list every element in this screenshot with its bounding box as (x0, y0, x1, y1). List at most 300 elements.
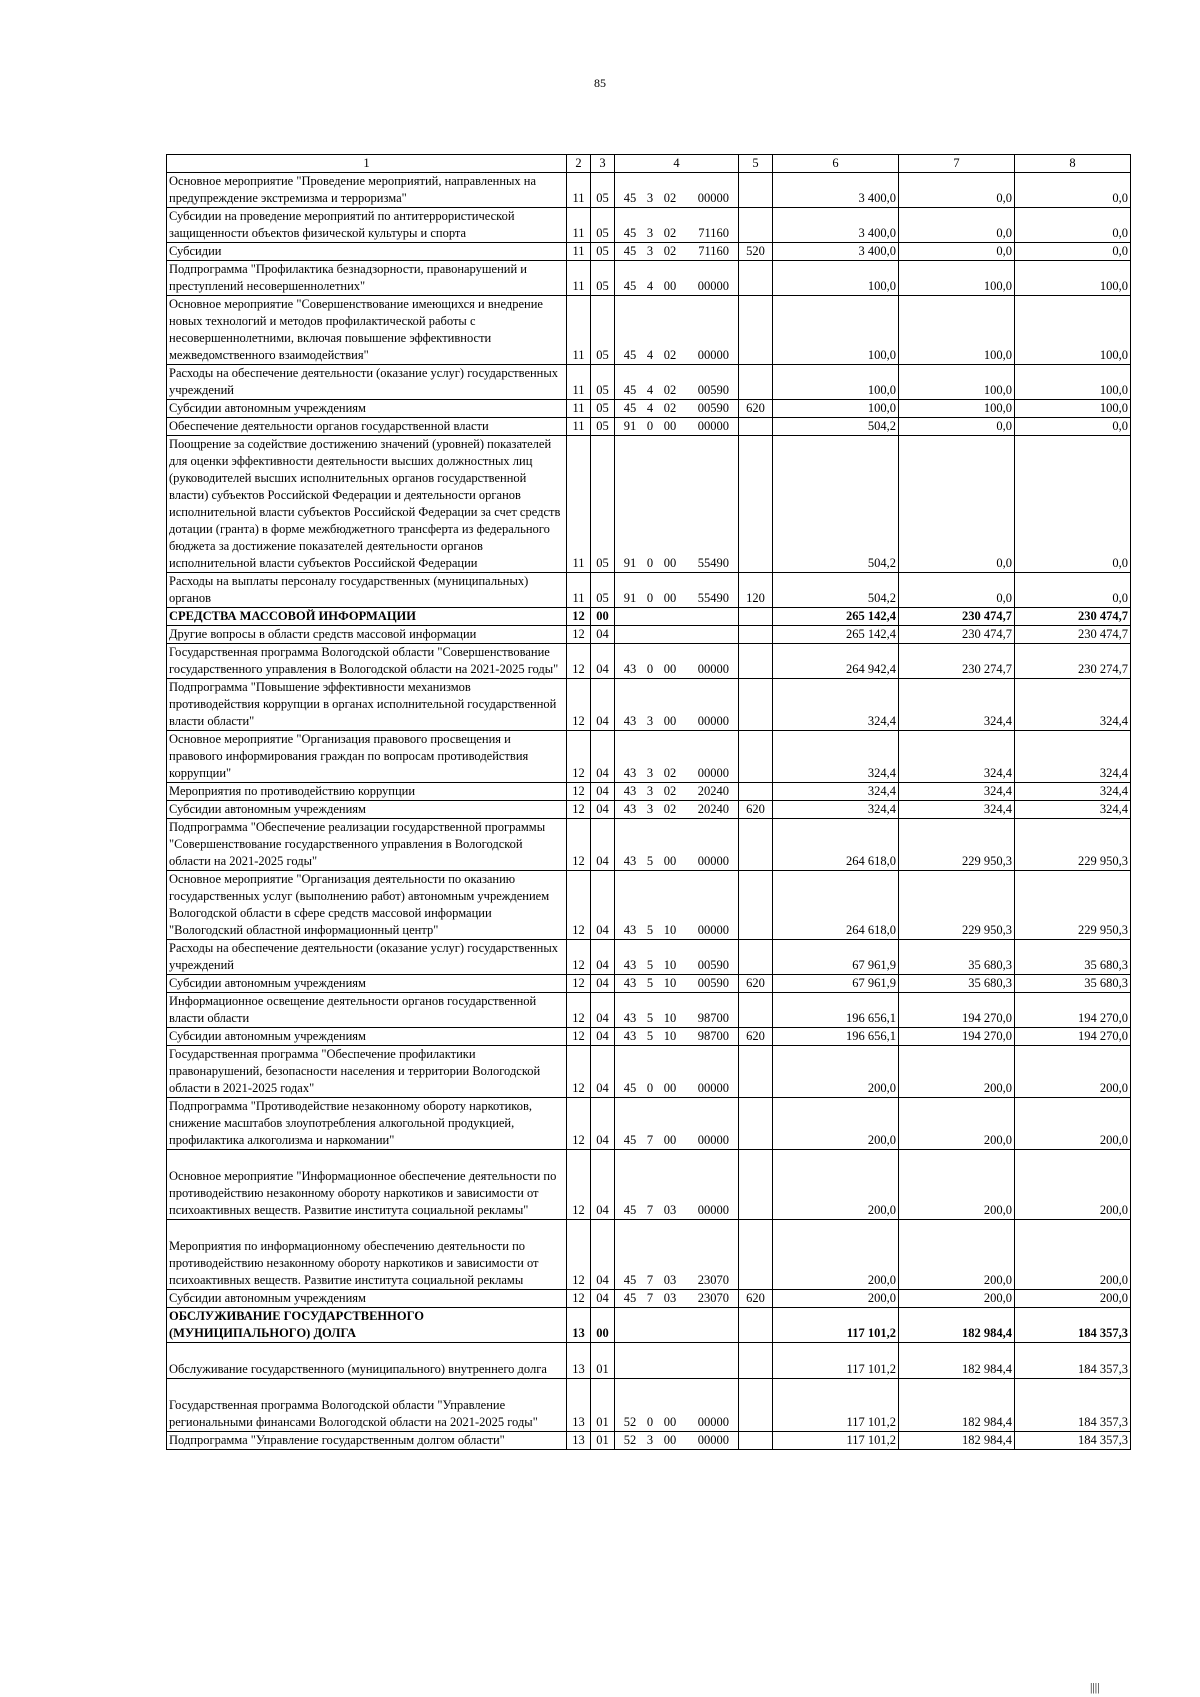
code-part-k2: 0 (646, 1081, 654, 1095)
row-value-7: 230 474,7 (899, 608, 1015, 626)
row-section: 12 (567, 1046, 591, 1098)
row-value-7: 182 984,4 (899, 1308, 1015, 1343)
row-value-8: 184 357,3 (1015, 1308, 1131, 1343)
row-expense-type (739, 1098, 773, 1150)
row-value-7: 0,0 (899, 418, 1015, 436)
code-part-k2: 5 (646, 854, 654, 868)
code-part-k2: 5 (646, 1029, 654, 1043)
table-row (167, 261, 1131, 296)
row-expense-type (739, 940, 773, 975)
row-target-code (615, 1046, 739, 1098)
row-target-code (615, 1098, 739, 1150)
table-row (167, 940, 1131, 975)
table-row (167, 1379, 1131, 1432)
row-section: 11 (567, 173, 591, 208)
code-part-k3: 00 (663, 279, 677, 293)
row-section: 12 (567, 975, 591, 993)
row-value-6: 100,0 (773, 296, 899, 365)
row-name: Расходы на обеспечение деятельности (оказание услуг) государственных учреждений (167, 940, 567, 975)
row-value-6: 264 618,0 (773, 819, 899, 871)
code-part-k1: 43 (623, 714, 637, 728)
row-value-6: 200,0 (773, 1046, 899, 1098)
row-value-7: 35 680,3 (899, 975, 1015, 993)
row-value-7: 200,0 (899, 1150, 1015, 1220)
row-target-code (615, 1028, 739, 1046)
row-expense-type (739, 1379, 773, 1432)
code-part-k4: 00000 (697, 662, 729, 676)
table-row (167, 731, 1131, 783)
code-part-k4: 00000 (697, 191, 729, 205)
code-part-k4: 00000 (697, 766, 729, 780)
row-value-6: 3 400,0 (773, 208, 899, 243)
row-expense-type (739, 819, 773, 871)
row-value-7: 100,0 (899, 365, 1015, 400)
row-subsection: 01 (591, 1432, 615, 1450)
row-section: 12 (567, 1028, 591, 1046)
code-part-k1: 52 (623, 1415, 637, 1429)
row-section: 12 (567, 1150, 591, 1220)
table-row (167, 208, 1131, 243)
row-target-code (615, 573, 739, 608)
code-part-k3: 02 (663, 766, 677, 780)
row-value-7: 182 984,4 (899, 1432, 1015, 1450)
row-value-8: 184 357,3 (1015, 1343, 1131, 1379)
row-target-code (615, 173, 739, 208)
row-target-code (615, 1343, 739, 1379)
table-row (167, 1098, 1131, 1150)
code-part-k3: 00 (663, 1081, 677, 1095)
row-section: 13 (567, 1379, 591, 1432)
code-part-k3: 10 (663, 1011, 677, 1025)
row-value-8: 229 950,3 (1015, 871, 1131, 940)
code-part-k4: 00000 (697, 1433, 729, 1447)
row-name: СРЕДСТВА МАССОВОЙ ИНФОРМАЦИИ (167, 608, 567, 626)
row-value-8: 184 357,3 (1015, 1432, 1131, 1450)
code-part-k2: 0 (646, 1415, 654, 1429)
code-part-k1: 91 (623, 419, 637, 433)
code-part-k1: 43 (623, 976, 637, 990)
code-part-k2: 3 (646, 714, 654, 728)
row-value-7: 100,0 (899, 400, 1015, 418)
code-part-k1: 45 (623, 1203, 637, 1217)
row-target-code (615, 1150, 739, 1220)
row-value-6: 264 618,0 (773, 871, 899, 940)
row-section: 13 (567, 1308, 591, 1343)
row-value-6: 100,0 (773, 400, 899, 418)
row-value-8: 0,0 (1015, 173, 1131, 208)
code-part-k2: 4 (646, 383, 654, 397)
row-value-7: 200,0 (899, 1290, 1015, 1308)
table-row (167, 1308, 1131, 1343)
row-target-code (615, 975, 739, 993)
row-expense-type (739, 783, 773, 801)
code-part-k4: 00000 (697, 1133, 729, 1147)
row-subsection: 04 (591, 819, 615, 871)
row-section: 13 (567, 1432, 591, 1450)
row-name: Мероприятия по противодействию коррупции (167, 783, 567, 801)
row-value-6: 200,0 (773, 1290, 899, 1308)
row-subsection: 05 (591, 173, 615, 208)
row-name: Подпрограмма "Повышение эффективности механизмов противодействия коррупции в органах исполнительной государственной власти области" (167, 679, 567, 731)
row-subsection: 04 (591, 975, 615, 993)
table-row (167, 679, 1131, 731)
row-target-code (615, 940, 739, 975)
row-value-7: 0,0 (899, 173, 1015, 208)
row-value-8: 35 680,3 (1015, 975, 1131, 993)
row-value-8: 230 274,7 (1015, 644, 1131, 679)
row-name: Подпрограмма "Управление государственным долгом области" (167, 1432, 567, 1450)
row-section: 12 (567, 993, 591, 1028)
row-value-8: 0,0 (1015, 573, 1131, 608)
code-part-k4: 00000 (697, 854, 729, 868)
code-part-k2: 3 (646, 766, 654, 780)
row-subsection: 05 (591, 418, 615, 436)
code-part-k2: 4 (646, 401, 654, 415)
row-expense-type (739, 626, 773, 644)
table-row (167, 1290, 1131, 1308)
row-name: Субсидии автономным учреждениям (167, 400, 567, 418)
row-section: 12 (567, 801, 591, 819)
row-expense-type (739, 173, 773, 208)
code-part-k1: 43 (623, 923, 637, 937)
header-col-2: 2 (567, 155, 591, 173)
header-col-4: 4 (615, 155, 739, 173)
code-part-k2: 3 (646, 1433, 654, 1447)
code-part-k2: 3 (646, 244, 654, 258)
code-part-k2: 4 (646, 348, 654, 362)
row-subsection: 04 (591, 1098, 615, 1150)
row-value-8: 0,0 (1015, 243, 1131, 261)
row-name: Поощрение за содействие достижению значений (уровней) показателей для оценки эффективности деятельности высших должностных лиц (руководителей высших исполнительных органов государственной власти) субъектов Российской Федерации и деятельности органов исполнительной власти субъектов Российской Федерации за счет средств дотации (гранта) в форме межбюджетного трансферта из федерального бюджета за достижение показателей деятельности органов исполнительной власти субъектов Российской Федерации (167, 436, 567, 573)
row-expense-type (739, 296, 773, 365)
row-value-8: 100,0 (1015, 261, 1131, 296)
code-part-k1: 43 (623, 662, 637, 676)
code-part-k3: 00 (663, 854, 677, 868)
code-part-k1: 45 (623, 1273, 637, 1287)
row-value-7: 324,4 (899, 679, 1015, 731)
row-target-code (615, 1432, 739, 1450)
row-subsection: 04 (591, 1220, 615, 1290)
row-subsection: 05 (591, 365, 615, 400)
code-part-k3: 00 (663, 556, 677, 570)
header-col-7: 7 (899, 155, 1015, 173)
code-part-k3: 02 (663, 226, 677, 240)
row-value-8: 230 474,7 (1015, 626, 1131, 644)
row-expense-type (739, 1432, 773, 1450)
code-part-k1: 43 (623, 766, 637, 780)
row-section: 12 (567, 644, 591, 679)
row-value-6: 67 961,9 (773, 975, 899, 993)
row-value-6: 265 142,4 (773, 608, 899, 626)
row-subsection: 05 (591, 573, 615, 608)
code-part-k4: 00000 (697, 279, 729, 293)
row-value-7: 324,4 (899, 783, 1015, 801)
row-value-6: 117 101,2 (773, 1308, 899, 1343)
row-subsection: 04 (591, 801, 615, 819)
code-part-k3: 02 (663, 191, 677, 205)
row-value-7: 194 270,0 (899, 993, 1015, 1028)
row-subsection: 04 (591, 1290, 615, 1308)
row-value-6: 324,4 (773, 783, 899, 801)
row-section: 12 (567, 783, 591, 801)
row-target-code (615, 993, 739, 1028)
row-subsection: 01 (591, 1379, 615, 1432)
row-name: Субсидии автономным учреждениям (167, 1290, 567, 1308)
row-value-7: 324,4 (899, 731, 1015, 783)
table-row (167, 626, 1131, 644)
row-subsection: 05 (591, 261, 615, 296)
table-row (167, 644, 1131, 679)
row-target-code (615, 1379, 739, 1432)
row-subsection: 04 (591, 1046, 615, 1098)
row-value-7: 324,4 (899, 801, 1015, 819)
row-value-6: 324,4 (773, 731, 899, 783)
row-value-7: 229 950,3 (899, 819, 1015, 871)
code-part-k3: 00 (663, 419, 677, 433)
table-row (167, 296, 1131, 365)
row-value-6: 264 942,4 (773, 644, 899, 679)
row-section: 12 (567, 940, 591, 975)
code-part-k4: 00000 (697, 923, 729, 937)
row-value-8: 230 474,7 (1015, 608, 1131, 626)
row-section: 11 (567, 208, 591, 243)
row-value-8: 200,0 (1015, 1046, 1131, 1098)
row-expense-type (739, 608, 773, 626)
code-part-k3: 10 (663, 958, 677, 972)
code-part-k3: 02 (663, 802, 677, 816)
row-value-6: 117 101,2 (773, 1432, 899, 1450)
code-part-k2: 7 (646, 1203, 654, 1217)
row-target-code (615, 819, 739, 871)
row-value-7: 194 270,0 (899, 1028, 1015, 1046)
row-section: 11 (567, 243, 591, 261)
row-expense-type: 520 (739, 243, 773, 261)
code-part-k1: 91 (623, 591, 637, 605)
row-target-code (615, 644, 739, 679)
header-col-1: 1 (167, 155, 567, 173)
row-target-code (615, 679, 739, 731)
row-name: Расходы на выплаты персоналу государственных (муниципальных) органов (167, 573, 567, 608)
code-part-k1: 45 (623, 244, 637, 258)
row-value-8: 200,0 (1015, 1150, 1131, 1220)
row-expense-type: 120 (739, 573, 773, 608)
row-value-7: 200,0 (899, 1046, 1015, 1098)
table-row (167, 783, 1131, 801)
row-value-7: 0,0 (899, 243, 1015, 261)
row-value-7: 100,0 (899, 261, 1015, 296)
table-row (167, 801, 1131, 819)
row-section: 12 (567, 819, 591, 871)
row-target-code (615, 400, 739, 418)
row-name: Основное мероприятие "Проведение мероприятий, направленных на предупреждение экстремизма и терроризма" (167, 173, 567, 208)
code-part-k4: 00590 (697, 958, 729, 972)
row-expense-type (739, 208, 773, 243)
table-row (167, 436, 1131, 573)
code-part-k1: 45 (623, 383, 637, 397)
row-section: 12 (567, 731, 591, 783)
row-target-code (615, 418, 739, 436)
code-part-k3: 02 (663, 401, 677, 415)
row-target-code (615, 208, 739, 243)
row-name: Обеспечение деятельности органов государственной власти (167, 418, 567, 436)
row-name: Субсидии (167, 243, 567, 261)
row-name: Государственная программа Вологодской области "Совершенствование государственного управления в Вологодской области на 2021-2025 годы" (167, 644, 567, 679)
row-target-code (615, 1290, 739, 1308)
row-section: 11 (567, 573, 591, 608)
row-name: Информационное освещение деятельности органов государственной власти области (167, 993, 567, 1028)
row-value-7: 182 984,4 (899, 1379, 1015, 1432)
row-value-8: 100,0 (1015, 296, 1131, 365)
row-subsection: 04 (591, 1150, 615, 1220)
row-name: Основное мероприятие "Информационное обеспечение деятельности по противодействию незаконному обороту наркотиков и зависимости от психоактивных веществ. Развитие института социальной рекламы" (167, 1150, 567, 1220)
row-section: 12 (567, 1220, 591, 1290)
row-value-8: 324,4 (1015, 679, 1131, 731)
code-part-k3: 00 (663, 1433, 677, 1447)
code-part-k4: 20240 (697, 784, 729, 798)
code-part-k1: 91 (623, 556, 637, 570)
table-row (167, 608, 1131, 626)
row-value-8: 200,0 (1015, 1098, 1131, 1150)
row-section: 11 (567, 365, 591, 400)
code-part-k1: 43 (623, 958, 637, 972)
row-target-code (615, 436, 739, 573)
code-part-k1: 45 (623, 191, 637, 205)
scan-mark: |||| (1090, 1680, 1100, 1694)
row-subsection: 05 (591, 400, 615, 418)
code-part-k2: 3 (646, 802, 654, 816)
row-expense-type (739, 436, 773, 573)
row-expense-type: 620 (739, 400, 773, 418)
row-value-6: 100,0 (773, 261, 899, 296)
row-section: 11 (567, 261, 591, 296)
code-part-k1: 45 (623, 401, 637, 415)
budget-table (166, 154, 1131, 1450)
row-section: 11 (567, 400, 591, 418)
row-section: 11 (567, 296, 591, 365)
row-name: Расходы на обеспечение деятельности (оказание услуг) государственных учреждений (167, 365, 567, 400)
row-value-6: 196 656,1 (773, 1028, 899, 1046)
row-expense-type (739, 871, 773, 940)
row-subsection: 04 (591, 626, 615, 644)
code-part-k2: 3 (646, 226, 654, 240)
code-part-k4: 71160 (698, 244, 729, 258)
code-part-k3: 02 (663, 383, 677, 397)
row-value-8: 200,0 (1015, 1290, 1131, 1308)
row-section: 12 (567, 626, 591, 644)
row-subsection: 05 (591, 436, 615, 573)
row-target-code (615, 261, 739, 296)
code-part-k2: 0 (646, 556, 654, 570)
row-expense-type (739, 1308, 773, 1343)
code-part-k1: 45 (623, 1291, 637, 1305)
row-section: 12 (567, 608, 591, 626)
row-target-code (615, 801, 739, 819)
code-part-k3: 10 (663, 923, 677, 937)
row-name: Основное мероприятие "Совершенствование имеющихся и внедрение новых технологий и методов профилактической работы с несовершеннолетними, включая повышение эффективности межведомственного взаимодействия" (167, 296, 567, 365)
row-value-7: 0,0 (899, 436, 1015, 573)
row-value-6: 265 142,4 (773, 626, 899, 644)
header-col-5: 5 (739, 155, 773, 173)
row-value-8: 324,4 (1015, 783, 1131, 801)
code-part-k2: 5 (646, 976, 654, 990)
code-part-k4: 23070 (697, 1273, 729, 1287)
row-value-7: 229 950,3 (899, 871, 1015, 940)
row-value-6: 200,0 (773, 1150, 899, 1220)
table-row (167, 1028, 1131, 1046)
code-part-k1: 43 (623, 802, 637, 816)
row-value-8: 0,0 (1015, 436, 1131, 573)
table-row (167, 1343, 1131, 1379)
row-subsection: 04 (591, 1028, 615, 1046)
code-part-k4: 23070 (697, 1291, 729, 1305)
code-part-k4: 00000 (697, 1203, 729, 1217)
row-subsection: 05 (591, 296, 615, 365)
row-target-code (615, 731, 739, 783)
row-subsection: 05 (591, 208, 615, 243)
header-row (167, 155, 1131, 173)
code-part-k1: 43 (623, 1029, 637, 1043)
row-name: Субсидии автономным учреждениям (167, 801, 567, 819)
row-name: Подпрограмма "Обеспечение реализации государственной программы "Совершенствование государственного управления в Вологодской области на 2021-2025 годы" (167, 819, 567, 871)
row-value-8: 324,4 (1015, 801, 1131, 819)
row-target-code (615, 1308, 739, 1343)
row-value-8: 229 950,3 (1015, 819, 1131, 871)
row-value-8: 0,0 (1015, 208, 1131, 243)
table-row (167, 1150, 1131, 1220)
row-expense-type (739, 1343, 773, 1379)
row-name: Основное мероприятие "Организация деятельности по оказанию государственных услуг (выполнению работ) автономным учреждением Вологодской области в сфере средств массовой информации "Вологодский областной информационный центр" (167, 871, 567, 940)
table-row (167, 173, 1131, 208)
row-value-7: 100,0 (899, 296, 1015, 365)
row-name: Государственная программа Вологодской области "Управление региональными финансами Вологодской области на 2021-2025 годы" (167, 1379, 567, 1432)
table-row (167, 819, 1131, 871)
row-value-8: 0,0 (1015, 418, 1131, 436)
row-name: Субсидии автономным учреждениям (167, 1028, 567, 1046)
code-part-k3: 00 (663, 714, 677, 728)
table-row (167, 418, 1131, 436)
code-part-k1: 45 (623, 279, 637, 293)
row-section: 12 (567, 1098, 591, 1150)
code-part-k1: 43 (623, 784, 637, 798)
row-subsection: 04 (591, 644, 615, 679)
row-subsection: 04 (591, 783, 615, 801)
code-part-k2: 5 (646, 958, 654, 972)
row-name: Мероприятия по информационному обеспечению деятельности по противодействию незаконному обороту наркотиков и зависимости от психоактивных веществ. Развитие института социальной рекламы (167, 1220, 567, 1290)
code-part-k2: 0 (646, 419, 654, 433)
table-row (167, 975, 1131, 993)
row-value-6: 504,2 (773, 418, 899, 436)
row-expense-type (739, 993, 773, 1028)
code-part-k4: 20240 (697, 802, 729, 816)
row-name: Субсидии на проведение мероприятий по антитеррористической защищенности объектов физической культуры и спорта (167, 208, 567, 243)
row-expense-type (739, 679, 773, 731)
row-value-8: 35 680,3 (1015, 940, 1131, 975)
header-col-6: 6 (773, 155, 899, 173)
row-expense-type: 620 (739, 975, 773, 993)
row-section: 11 (567, 436, 591, 573)
code-part-k2: 0 (646, 591, 654, 605)
code-part-k2: 3 (646, 784, 654, 798)
row-name: Подпрограмма "Противодействие незаконному обороту наркотиков, снижение масштабов злоупотребления алкогольной продукцией, профилактика алкоголизма и наркомании" (167, 1098, 567, 1150)
row-target-code (615, 608, 739, 626)
row-expense-type: 620 (739, 801, 773, 819)
row-expense-type (739, 1150, 773, 1220)
row-target-code (615, 243, 739, 261)
row-value-8: 324,4 (1015, 731, 1131, 783)
row-subsection: 01 (591, 1343, 615, 1379)
row-expense-type: 620 (739, 1290, 773, 1308)
row-value-7: 230 474,7 (899, 626, 1015, 644)
